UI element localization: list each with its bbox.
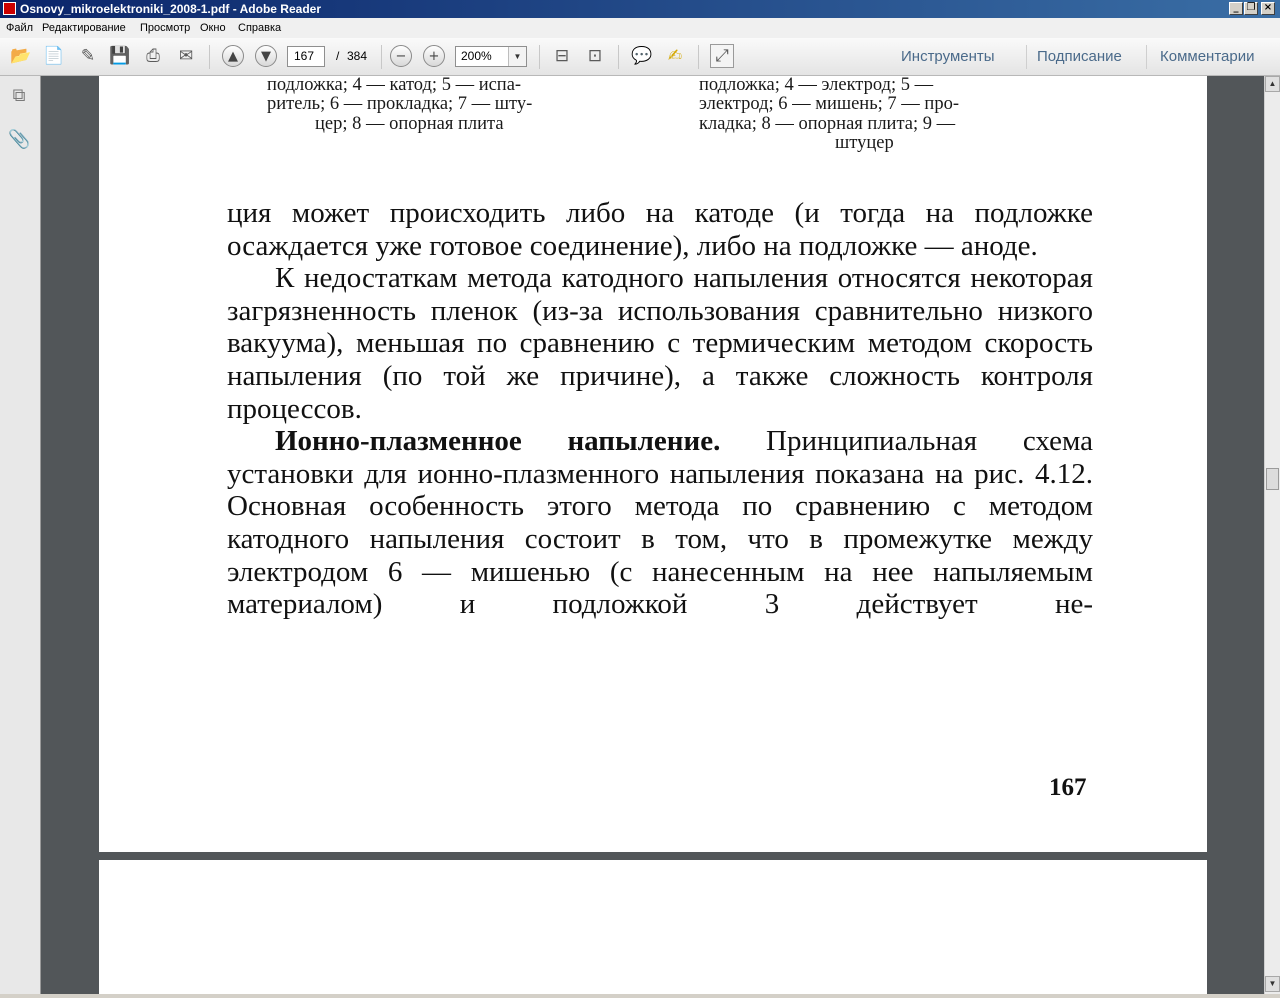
save-icon[interactable]: 💾 (109, 46, 131, 66)
status-bar (0, 994, 1280, 998)
adobe-reader-icon (3, 2, 16, 15)
toolbar-divider (1146, 45, 1147, 69)
menu-help[interactable]: Справка (238, 22, 282, 34)
open-icon[interactable]: 📂 (10, 46, 32, 66)
total-pages: 384 (347, 49, 368, 63)
create-pdf-icon[interactable]: 📄 (43, 46, 65, 66)
toolbar-divider (209, 45, 210, 69)
minimize-button[interactable]: _ (1229, 2, 1243, 15)
figure-caption-right-line: электрод; 6 — мишень; 7 — про- (699, 94, 959, 115)
window-title: Osnovy_mikroelektroniki_2008-1.pdf - Adobe Reader (20, 2, 321, 16)
zoom-select[interactable] (455, 46, 527, 67)
menu-bar (0, 18, 1280, 38)
comment-icon[interactable]: 💬 (631, 46, 653, 66)
previous-page-icon[interactable]: ▲ (222, 45, 244, 67)
attachments-icon[interactable]: 📎 (8, 129, 31, 150)
figure-caption-left-line: цер; 8 — опорная плита (315, 113, 504, 134)
comment-link[interactable]: Комментарии (1160, 48, 1255, 65)
paragraph: К недостаткам метода катодного напыления относятся некоторая загрязненность пленок (из-за использования сравнительно низкого вакуума), меньшая по сравнению с термическим методом скорость напыления (по той же причине), а также сложность контроля процессов. (227, 262, 1093, 425)
print-icon[interactable]: ⎙ (146, 46, 160, 66)
chevron-down-icon[interactable]: ▼ (508, 47, 526, 66)
sign-link[interactable]: Подписание (1037, 48, 1122, 65)
document-view[interactable] (41, 76, 1264, 994)
fit-page-icon[interactable]: ⊟ (554, 46, 570, 66)
toolbar (0, 38, 1280, 76)
paragraph: ция может происходить либо на катоде (и тогда на подложке осаждается уже готовое соединение), либо на подложке — аноде. (227, 197, 1093, 262)
section-heading: Ионно-плазменное напыление. (275, 425, 721, 458)
toolbar-divider (539, 45, 540, 69)
pdf-page (99, 76, 1207, 852)
paragraph-text: Принципиальная схема установки для ионно-плазменного напыления показана на рис. 4.12. Основная особенность этого метода по сравнению с методом катодного напыления состоит в том, что в промежутке между электродом 6 — мишенью (с нанесенным на нее напыляемым материалом) и подложкой 3 действует не- (227, 425, 1093, 621)
zoom-in-icon[interactable]: + (423, 45, 445, 67)
figure-caption-left-line: подложка; 4 — катод; 5 — испа- (267, 76, 522, 95)
scroll-down-icon[interactable]: ▼ (1265, 976, 1280, 992)
figure-caption-left-line: ритель; 6 — прокладка; 7 — шту- (267, 94, 533, 115)
restore-button[interactable]: ❐ (1244, 2, 1258, 15)
page-separator: / (336, 49, 340, 63)
page-body-text (227, 197, 1093, 621)
toolbar-divider (1026, 45, 1027, 69)
next-page-icon[interactable]: ▼ (255, 45, 277, 67)
highlight-icon[interactable]: ✍ (667, 46, 683, 66)
navigation-pane (0, 76, 41, 994)
zoom-out-icon[interactable]: − (390, 45, 412, 67)
menu-edit[interactable]: Редактирование (42, 22, 126, 34)
close-button[interactable]: × (1261, 2, 1275, 15)
email-icon[interactable]: ✉ (178, 46, 194, 66)
fit-width-icon[interactable]: ⊡ (587, 46, 603, 66)
figure-caption-right-line: подложка; 4 — электрод; 5 — (699, 76, 934, 95)
menu-view[interactable]: Просмотр (140, 22, 191, 34)
scrollbar-thumb[interactable] (1266, 468, 1279, 490)
tools-link[interactable]: Инструменты (901, 48, 995, 65)
scroll-up-icon[interactable]: ▲ (1265, 76, 1280, 92)
toolbar-divider (698, 45, 699, 69)
toolbar-divider (381, 45, 382, 69)
zoom-value: 200% (461, 49, 492, 63)
menu-window[interactable]: Окно (200, 22, 226, 34)
page-number: 167 (1049, 774, 1087, 801)
pdf-page (99, 860, 1207, 994)
read-mode-icon[interactable]: ⤢ (710, 44, 734, 68)
title-bar (0, 0, 1280, 18)
vertical-scrollbar[interactable] (1264, 76, 1280, 994)
edit-pdf-icon[interactable]: ✎ (80, 46, 96, 66)
paragraph (227, 425, 1093, 621)
menu-file[interactable]: Файл (6, 22, 34, 34)
page-thumbnails-icon[interactable]: ⧉ (12, 85, 26, 106)
figure-caption-right-line: штуцер (835, 133, 894, 154)
figure-caption-right-line: кладка; 8 — опорная плита; 9 — (699, 113, 956, 134)
toolbar-divider (618, 45, 619, 69)
page-number-input[interactable]: 167 (287, 46, 325, 67)
